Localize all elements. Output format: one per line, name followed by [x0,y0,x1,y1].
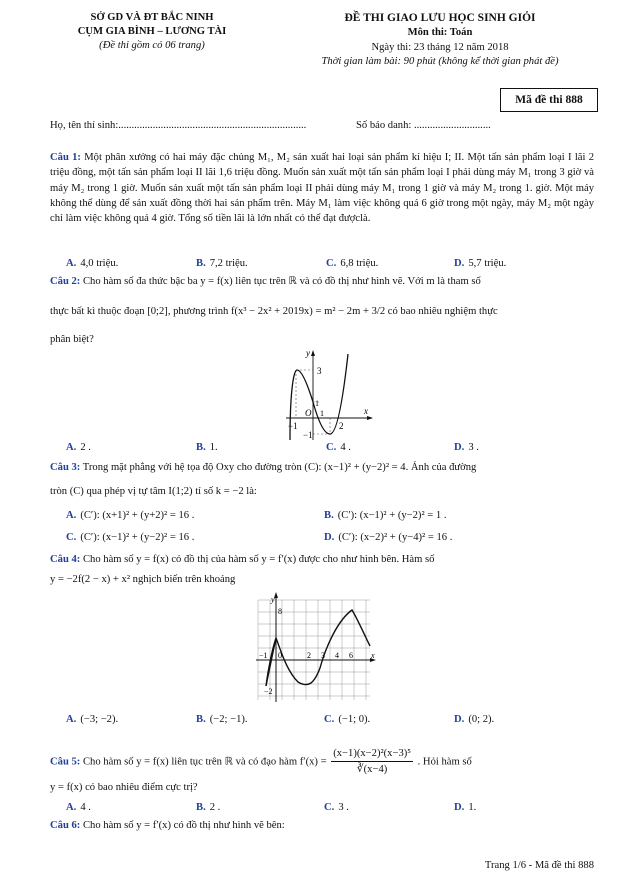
q3-option-a: A. (C′): (x+1)² + (y+2)² = 16 . [66,510,195,521]
question-2-line3: phân biệt? [50,334,94,345]
graph1-origin: O [305,408,312,418]
derivative-graph-figure [254,590,378,706]
exam-date: Ngày thi: 23 tháng 12 năm 2018 [371,42,509,53]
exam-subject: Môn thi: Toán [407,27,473,38]
q2-option-d: D. 3 . [454,442,479,453]
graph1-label-x2: 2 [339,421,344,431]
graph1-label-ym1: −1 [303,430,313,440]
exam-code-box: Mã đề thi 888 [500,88,598,112]
page-footer: Trang 1/6 - Mã đề thi 888 [484,860,594,871]
q5-option-c: C. 3 . [324,802,349,813]
question-3-label: Câu 3: [50,462,81,473]
question-3-options-row2 [66,530,596,546]
question-2-line1: Câu 2: Cho hàm số đa thức bậc ba y = f(x) liên tục trên ℝ và có đồ thị như hình vẽ. Với m là tham số [50,276,481,287]
graph2-label-4: 4 [335,651,339,660]
q4-option-c: C. (−1; 0). [324,714,371,725]
q1-option-a: A. 4,0 triệu. [66,258,119,269]
question-6-label: Câu 6: [50,820,81,831]
graph2-label-2: 2 [307,651,311,660]
q3-option-b: B. (C′): (x−1)² + (y−2)² = 1 . [324,510,447,521]
graph2-label-3: 3 [321,651,325,660]
cubic-graph-figure [284,348,374,442]
question-1 [50,150,594,227]
question-4-options [66,712,596,728]
header-page-count: (Đề thi gồm có 06 trang) [99,40,205,51]
question-2-label: Câu 2: [50,276,81,287]
graph2-label-8: 8 [278,607,282,616]
graph1-label-x1: 1 [320,409,324,418]
q1-option-d: D. 5,7 triệu. [454,258,507,269]
question-1-options [66,256,596,272]
question-4-line1: Câu 4: Cho hàm số y = f(x) có đồ thị của hàm số y = f′(x) được cho như hình bên. Hàm số [50,554,435,565]
graph2-grid [258,600,370,700]
q1-option-b: B. 7,2 triệu. [196,258,248,269]
graph1-label-xm1: −1 [288,421,298,431]
graph2-y-label: y [271,595,275,604]
question-3-line1: Câu 3: Trong mặt phẳng với hệ tọa độ Oxy cho đường tròn (C): (x−1)² + (y−2)² = 4. Ảnh của đường [50,462,477,473]
student-name-field: Họ, tên thí sinh:....................................................................... [50,120,307,131]
q2-option-a: A. 2 . [66,442,91,453]
question-5-label: Câu 5: [50,756,81,768]
question-5-line1: Câu 5: Cho hàm số y = f(x) liên tục trên ℝ và có đạo hàm f′(x) = $\frac{\text{(x−1)(x−2)²(x−3)⁵}}{∛(x-4)}$ . Hỏi hàm số [50,746,600,778]
graph1-label-3: 3 [317,366,322,376]
question-2-options [66,440,596,456]
question-5-fraction: $\frac{\text{(x−1)(x−2)²(x−3)⁵}}{∛(x-4)}$ [333,748,411,776]
graph2-label-6: 6 [349,651,353,660]
graph1-y-label: y [306,348,310,358]
q3-option-d: D. (C′): (x−2)² + (y−4)² = 16 . [324,532,453,543]
q4-option-a: A. (−3; −2). [66,714,119,725]
q2-option-b: B. 1. [196,442,218,453]
q2-option-c: C. 4 . [326,442,351,453]
graph1-label-y1: 1 [315,399,319,408]
header-department: SỞ GD VÀ ĐT BẮC NINH [90,12,214,23]
q1-option-c: C. 6,8 triệu. [326,258,379,269]
student-id-field: Số báo danh: ............................. [356,120,491,131]
question-5-options [66,800,596,816]
graph1-x-label: x [364,406,368,416]
question-6: Câu 6: Cho hàm số y = f′(x) có đồ thị như hình vẽ bên: [50,820,285,831]
question-1-label: Câu 1: [50,152,81,163]
q5-option-d: D. 1. [454,802,477,813]
question-5-line2: y = f(x) có bao nhiêu điểm cực trị? [50,782,198,793]
exam-duration: Thời gian làm bài: 90 phút (không kể thời gian phát đề) [321,56,559,67]
question-2-line2: thực bất kì thuộc đoạn [0;2], phương trình f(x³ − 2x² + 2019x) = m² − 2m + 3/2 có bao nhiêu nghiệm thực [50,306,498,317]
question-3-line2: tròn (C) qua phép vị tự tâm I(1;2) tỉ số k = −2 là: [50,486,257,497]
question-3-options-row1 [66,508,596,524]
graph2-label-m2: −2 [264,687,273,696]
graph2-label-0: 0 [278,651,282,660]
exam-title: ĐỀ THI GIAO LƯU HỌC SINH GIỎI [344,12,536,24]
graph2-x-label: x [371,651,375,660]
question-4-line2: y = −2f(2 − x) + x² nghịch biến trên khoảng [50,574,236,585]
q5-option-b: B. 2 . [196,802,221,813]
q5-option-a: A. 4 . [66,802,91,813]
q4-option-b: B. (−2; −1). [196,714,248,725]
q4-option-d: D. (0; 2). [454,714,495,725]
question-4-label: Câu 4: [50,554,81,565]
graph2-label-m1: −1 [259,651,268,660]
header-cluster: CỤM GIA BÌNH – LƯƠNG TÀI [77,26,227,37]
q3-option-c: C. (C′): (x−1)² + (y−2)² = 16 . [66,532,195,543]
question-1-text: Một phân xưởng có hai máy đặc chủng M₁, M₂ sản xuất hai loại sản phẩm kí hiệu I; II. Một tấn sản phẩm loại I lãi 2 triệu đồng, một tấn sản phẩm loại II lãi 1,6 triệu đồng. Muốn sản xuất một tấn sản phẩm loại I phải dùng máy M₁ trong 3 giờ và máy M₂ trong 1 giờ. Muốn sản xuất một tấn sản phẩm loại II phải dùng máy M₁ trong 1 giờ và máy M₂ trong 1. giờ. Một máy không thể dùng để sản xuất đồng thời hai sản phẩm trên. Máy M₁ làm việc không quá 6 giờ trong một ngày, máy M₂ một ngày chỉ làm việc không quá 4 giờ. Tổng số tiền lãi là lớn nhất có thể đạt đượclà. [50,152,594,225]
